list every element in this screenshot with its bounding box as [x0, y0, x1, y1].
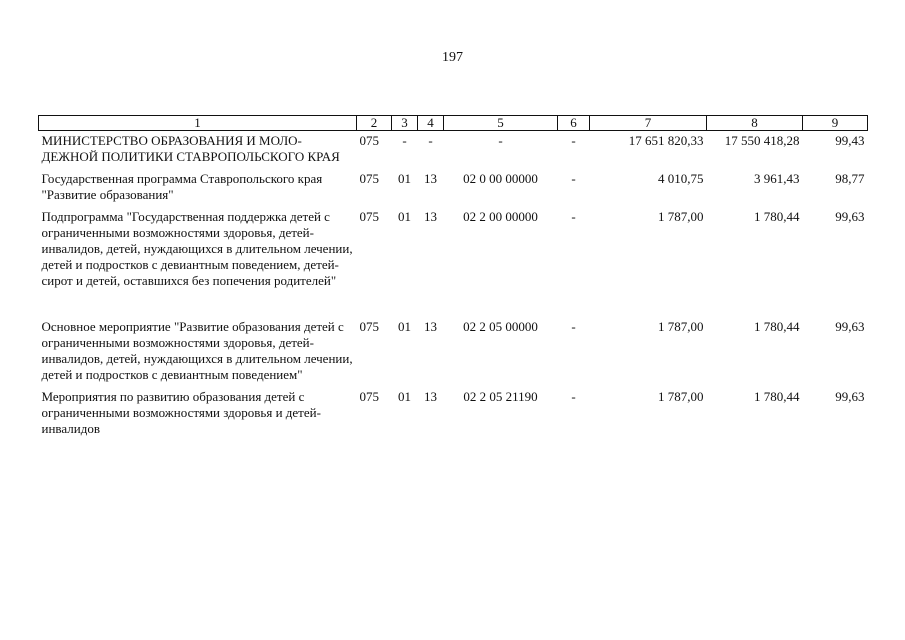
cell-col-7: 1 787,00 — [658, 389, 704, 404]
cell-col-5: 02 0 00 00000 — [463, 171, 538, 186]
table-row — [39, 317, 868, 387]
column-header-6: 6 — [558, 116, 590, 131]
cell-col-4: - — [428, 133, 433, 148]
cell-col-7: 4 010,75 — [658, 171, 704, 186]
cell-col-9: 99,63 — [835, 319, 865, 334]
column-header-9: 9 — [803, 116, 868, 131]
cell-col-3: 01 — [398, 209, 411, 224]
row-name: Подпрограмма "Государственная поддержка детей с ограниченными возможностями здоровья, детей-инвалидов, детей, нуждающихся в длительном лечении, детей и подростков с девиантным поведением, детей-сирот и детей, оставшихся без попечения родителей" — [41, 209, 353, 288]
cell-col-9: 98,77 — [835, 171, 865, 186]
cell-col-2: 075 — [359, 209, 379, 224]
cell-col-9: 99,43 — [835, 133, 865, 148]
cell-col-5: 02 2 00 00000 — [463, 209, 538, 224]
cell-col-2: 075 — [359, 133, 379, 148]
cell-col-6: - — [571, 133, 576, 148]
cell-col-9: 99,63 — [835, 389, 865, 404]
cell-col-8: 1 780,44 — [754, 319, 800, 334]
header-row — [39, 116, 868, 131]
cell-col-7: 1 787,00 — [658, 209, 704, 224]
cell-col-2: 075 — [359, 389, 379, 404]
cell-col-3: 01 — [398, 171, 411, 186]
table-row — [39, 387, 868, 441]
cell-col-6: - — [571, 171, 576, 186]
column-header-4: 4 — [418, 116, 444, 131]
cell-col-8: 17 550 418,28 — [724, 133, 800, 148]
cell-col-3: 01 — [398, 389, 411, 404]
cell-col-9: 99,63 — [835, 209, 865, 224]
cell-col-4: 13 — [424, 389, 437, 404]
row-name: Мероприятия по развитию образования детей с ограниченными возможностями здоровья и детей-инвалидов — [41, 389, 321, 436]
column-header-3: 3 — [392, 116, 418, 131]
cell-col-4: 13 — [424, 209, 437, 224]
row-name: Основное мероприятие "Развитие образования детей с ограниченными возможностями здоровья, детей-инвалидов, детей, нуждающихся в длительном лечении, детей и подростков с девиантным поведением" — [41, 319, 353, 382]
column-header-2: 2 — [357, 116, 392, 131]
cell-col-5: 02 2 05 00000 — [463, 319, 538, 334]
cell-col-2: 075 — [359, 319, 379, 334]
cell-col-6: - — [571, 319, 576, 334]
cell-col-3: - — [402, 133, 407, 148]
cell-col-4: 13 — [424, 319, 437, 334]
row-name: МИНИСТЕРСТВО ОБРАЗОВАНИЯ И МОЛО-ДЕЖНОЙ ПОЛИТИКИ СТАВРОПОЛЬСКОГО КРАЯ — [41, 133, 340, 164]
table-row — [39, 207, 868, 293]
table-row — [39, 131, 868, 170]
cell-col-4: 13 — [424, 171, 437, 186]
column-header-7: 7 — [590, 116, 707, 131]
cell-col-7: 1 787,00 — [658, 319, 704, 334]
page-number: 197 — [442, 50, 463, 65]
cell-col-6: - — [571, 389, 576, 404]
budget-table — [38, 115, 868, 441]
cell-col-6: - — [571, 209, 576, 224]
cell-col-2: 075 — [359, 171, 379, 186]
column-header-1: 1 — [39, 116, 357, 131]
cell-col-8: 1 780,44 — [754, 389, 800, 404]
cell-col-7: 17 651 820,33 — [628, 133, 704, 148]
cell-col-8: 1 780,44 — [754, 209, 800, 224]
cell-col-5: - — [498, 133, 503, 148]
cell-col-8: 3 961,43 — [754, 171, 800, 186]
row-name: Государственная программа Ставропольского края "Развитие образования" — [41, 171, 323, 202]
column-header-8: 8 — [707, 116, 803, 131]
table-row — [39, 169, 868, 207]
row-spacer — [39, 293, 868, 317]
cell-col-3: 01 — [398, 319, 411, 334]
column-header-5: 5 — [444, 116, 558, 131]
spacer-cell — [39, 293, 868, 317]
cell-col-5: 02 2 05 21190 — [463, 389, 538, 404]
